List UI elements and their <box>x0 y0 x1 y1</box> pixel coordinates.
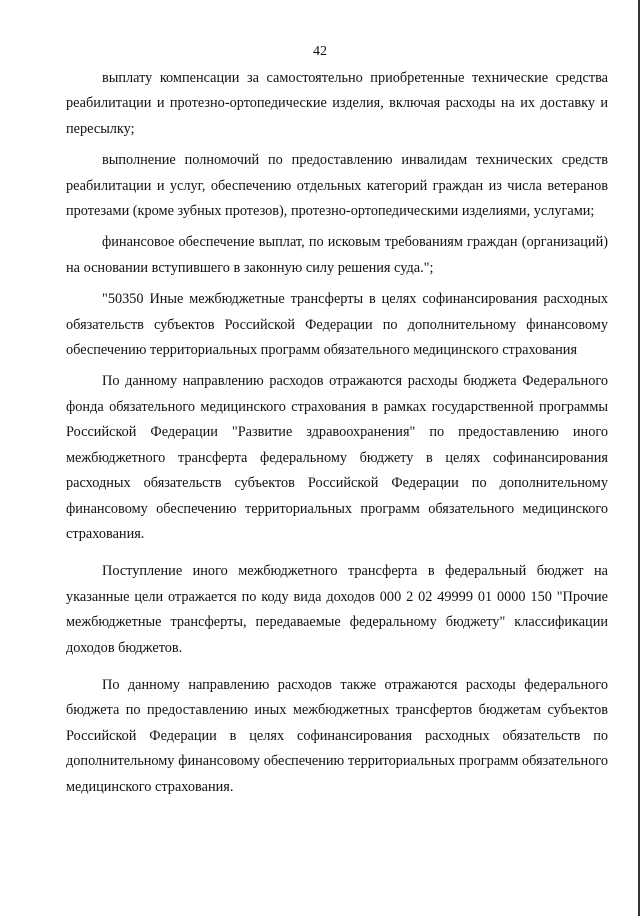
paragraph-compensation: выплату компенсации за самостоятельно приобретенные технические средства реабилитации и протезно-ортопедические изделия, включая расходы на их доставку и пересылку; <box>66 70 608 137</box>
paragraph-federal-expenses: По данному направлению расходов также отражаются расходы федерального бюджета по предоставлению иных межбюджетных трансфертов бюджетам субъектов Российской Федерации в целях софинансирования расходных обязательств по дополнительному финансовому обеспечению территориальных программ обязательного медицинского страхования. <box>66 676 608 795</box>
paragraph-expenses-ffoms: По данному направлению расходов отражаются расходы бюджета Федерального фонда обязательного медицинского страхования в рамках государственной программы Российской Федерации "Развитие здравоохранения" по предоставлению иного межбюджетного трансферта федеральному бюджету в целях софинансирования расходных обязательств субъектов Российской Федерации по дополнительному финансовому обеспечению территориальных программ обязательного медицинского страхования. <box>66 373 608 542</box>
paragraph-powers: выполнение полномочий по предоставлению инвалидам технических средств реабилитации и услуг, обеспечению отдельных категорий граждан из числа ветеранов протезами (кроме зубных протезов), протезно-ортопедическими изделиями, услугами; <box>66 152 608 220</box>
paragraph-revenue: Поступление иного межбюджетного трансферта в федеральный бюджет на указанные цели отражается по коду вида доходов 000 2 02 49999 01 0000 150 "Прочие межбюджетные трансферты, передаваемые федеральному бюджету" классификации доходов бюджетов. <box>66 563 608 656</box>
document-body <box>66 66 608 806</box>
page-number: 42 <box>313 44 327 59</box>
paragraph-financial-support: финансовое обеспечение выплат, по исковым требованиям граждан (организаций) на основании вступившего в законную силу решения суда."; <box>66 234 608 276</box>
paragraph-code-50350: "50350 Иные межбюджетные трансферты в целях софинансирования расходных обязательств субъектов Российской Федерации по дополнительному финансовому обеспечению территориальных программ обязательного медицинского страхования <box>66 291 608 359</box>
